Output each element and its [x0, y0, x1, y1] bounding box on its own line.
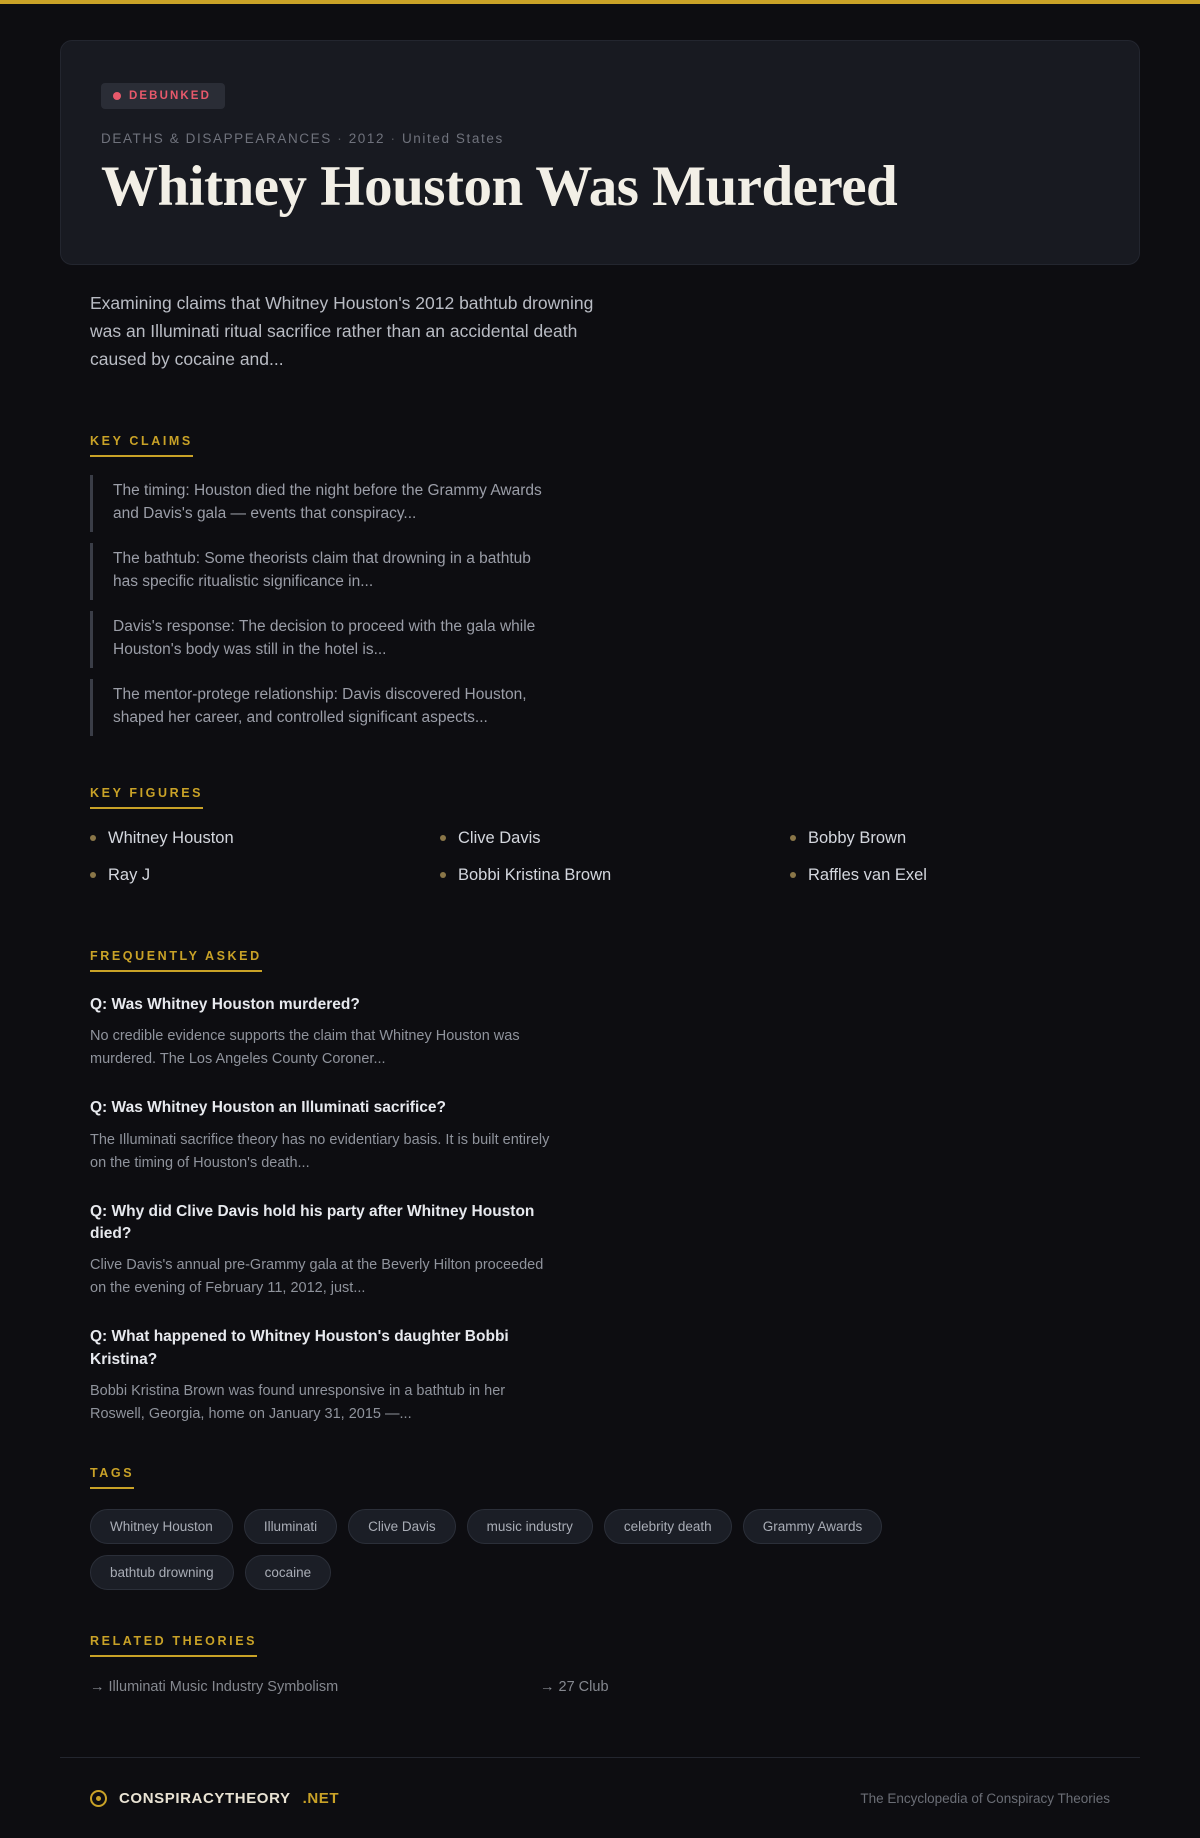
faq-item[interactable] [90, 1201, 560, 1301]
key-figures-list [90, 829, 1140, 885]
related-theories-list [90, 1679, 990, 1695]
faq-list [90, 994, 1140, 1426]
page-title: Whitney Houston Was Murdered [101, 155, 898, 218]
faq-answer: Bobbi Kristina Brown was found unresponsive in a bathtub in her Roswell, Georgia, home on January 31, 2015 —... [90, 1383, 506, 1423]
tag-chip[interactable]: bathtub drowning [90, 1555, 234, 1590]
status-badge [101, 83, 225, 109]
tag-chip[interactable]: cocaine [245, 1555, 332, 1590]
key-figure-item[interactable] [790, 866, 1140, 885]
tags-heading: TAGS [90, 1466, 134, 1489]
tag-chip[interactable]: Grammy Awards [743, 1509, 883, 1544]
bullet-icon [90, 872, 96, 878]
footer-tagline: The Encyclopedia of Conspiracy Theories [860, 1790, 1110, 1806]
bullet-icon [790, 872, 796, 878]
key-claim-item: The mentor-protege relationship: Davis discovered Houston, shaped her career, and controlled significant aspects... [90, 679, 550, 736]
tag-chip[interactable]: music industry [467, 1509, 593, 1544]
breadcrumb-separator-2: · [390, 131, 397, 146]
breadcrumb-separator-1: · [337, 131, 344, 146]
site-footer [60, 1757, 1140, 1838]
summary-text: Examining claims that Whitney Houston's 2012 bathtub drowning was an Illuminati ritual sacrifice rather than an accidental death caused by cocaine and... [90, 292, 594, 370]
breadcrumb-year: 2012 [348, 131, 386, 146]
brand-name: CONSPIRACYTHEORY [119, 1789, 291, 1807]
key-figure-item[interactable] [90, 866, 440, 885]
tag-chip[interactable]: Clive Davis [348, 1509, 456, 1544]
key-figures-section [60, 784, 1140, 885]
brand-tld: .NET [302, 1789, 340, 1807]
site-logo[interactable] [90, 1790, 339, 1807]
tag-chip[interactable]: Illuminati [244, 1509, 337, 1544]
related-theory-link[interactable]: → 27 Club [540, 1679, 609, 1696]
faq-question: Q: What happened to Whitney Houston's daughter Bobbi Kristina? [90, 1328, 509, 1368]
key-figure-label: Bobbi Kristina Brown [458, 865, 612, 884]
bullet-icon [790, 835, 796, 841]
bullet-icon [440, 872, 446, 878]
tag-chip[interactable]: celebrity death [604, 1509, 732, 1544]
key-figure-label: Ray J [108, 865, 151, 884]
eye-icon [90, 1790, 107, 1807]
tag-list [90, 1509, 1010, 1590]
top-accent-rule [0, 0, 1200, 4]
related-theory-link[interactable]: → Illuminati Music Industry Symbolism [90, 1679, 339, 1696]
status-badge-label: DEBUNKED [129, 90, 211, 102]
bullet-icon [440, 835, 446, 841]
key-claim-item: Davis's response: The decision to proceed with the gala while Houston's body was still in the hotel is... [90, 611, 550, 668]
breadcrumb [101, 131, 1099, 146]
key-figure-label: Bobby Brown [808, 828, 907, 847]
related-theories-section [60, 1632, 1140, 1695]
faq-question: Q: Why did Clive Davis hold his party after Whitney Houston died? [90, 1202, 535, 1242]
faq-answer: No credible evidence supports the claim that Whitney Houston was murdered. The Los Angeles County Coroner... [90, 1028, 520, 1068]
key-claim-item: The timing: Houston died the night before the Grammy Awards and Davis's gala — events that conspiracy... [90, 475, 550, 532]
related-theories-heading: RELATED THEORIES [90, 1634, 257, 1657]
key-claims-list [90, 475, 1140, 736]
key-figure-label: Raffles van Exel [808, 865, 927, 884]
key-figure-item[interactable] [790, 829, 1140, 848]
tags-section [60, 1464, 1140, 1590]
faq-question: Q: Was Whitney Houston murdered? [90, 995, 360, 1013]
key-figure-item[interactable] [90, 829, 440, 848]
faq-item[interactable] [90, 1326, 560, 1426]
key-figure-label: Clive Davis [458, 828, 541, 847]
faq-answer: Clive Davis's annual pre-Grammy gala at the Beverly Hilton proceeded on the evening of February 11, 2012, just... [90, 1257, 544, 1297]
key-figure-item[interactable] [440, 866, 790, 885]
key-claims-section [60, 432, 1140, 736]
faq-section [60, 947, 1140, 1426]
breadcrumb-category: DEATHS & DISAPPEARANCES [101, 131, 332, 146]
bullet-icon [90, 835, 96, 841]
faq-item[interactable] [90, 994, 560, 1071]
key-figures-heading: KEY FIGURES [90, 786, 203, 809]
page-container [0, 40, 1200, 1838]
key-figure-item[interactable] [440, 829, 790, 848]
hero-card [60, 40, 1140, 265]
key-figure-label: Whitney Houston [108, 828, 234, 847]
faq-heading: FREQUENTLY ASKED [90, 949, 262, 972]
faq-question: Q: Was Whitney Houston an Illuminati sacrifice? [90, 1099, 446, 1117]
faq-item[interactable] [90, 1097, 560, 1174]
breadcrumb-country: United States [401, 131, 504, 146]
tag-chip[interactable]: Whitney Houston [90, 1509, 233, 1544]
key-claims-heading: KEY CLAIMS [90, 434, 193, 457]
status-dot-icon [113, 92, 121, 100]
faq-answer: The Illuminati sacrifice theory has no evidentiary basis. It is built entirely on the timing of Houston's death... [90, 1131, 550, 1171]
key-claim-item: The bathtub: Some theorists claim that drowning in a bathtub has specific ritualistic significance in... [90, 543, 550, 600]
